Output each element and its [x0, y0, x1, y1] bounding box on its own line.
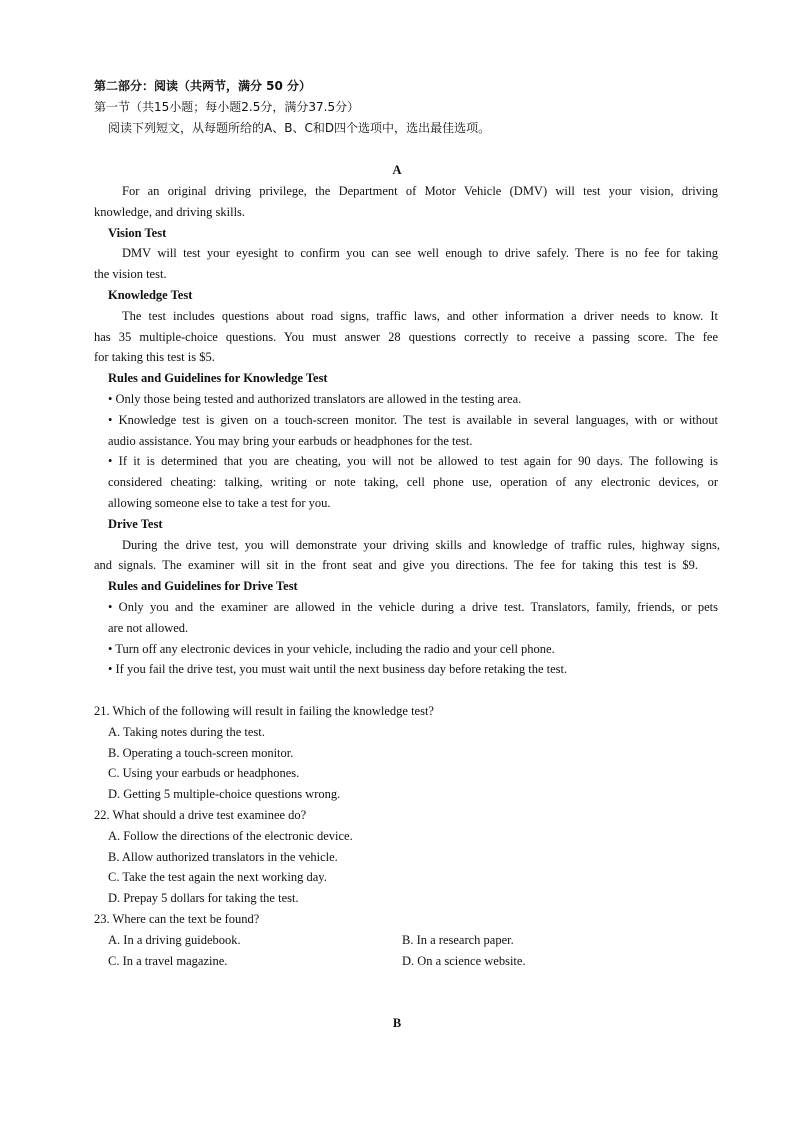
intro-line-1: For an original driving privilege, the Department of Motor Vehicle (DMV) will test your vision, driving	[122, 184, 718, 198]
passage-a-letter: A	[392, 163, 402, 177]
question-21-option-c: C. Using your earbuds or headphones.	[108, 766, 300, 780]
instruction-text: 阅读下列短文，从每题所给的A、B、C和D四个选项中，选出最佳选项。	[108, 121, 491, 135]
drive-test-heading: Drive Test	[108, 517, 163, 531]
knowledge-test-heading: Knowledge Test	[108, 288, 193, 302]
question-23-stem: 23. Where can the text be found?	[94, 912, 260, 926]
question-22-option-d: D. Prepay 5 dollars for taking the test.	[108, 891, 299, 905]
passage-b-letter: B	[392, 1016, 402, 1030]
knowledge-line-1: The test includes questions about road signs, traffic laws, and other information a driver needs to know. It	[122, 309, 718, 323]
question-22-option-b: B. Allow authorized translators in the vehicle.	[108, 850, 338, 864]
knowledge-rule-2a: • Knowledge test is given on a touch-screen monitor. The test is available in several languages, with or without	[108, 413, 718, 427]
question-21-option-a: A. Taking notes during the test.	[108, 725, 265, 739]
vision-line-1: DMV will test your eyesight to confirm you can see well enough to drive safely. There is no fee for taking	[122, 246, 718, 260]
knowledge-rules-heading: Rules and Guidelines for Knowledge Test	[108, 371, 328, 385]
part-heading: 第二部分：阅读（共两节，满分 50 分）	[94, 79, 312, 93]
vision-line-2: the vision test.	[94, 267, 167, 281]
question-23-option-a: A. In a driving guidebook.	[108, 933, 241, 947]
intro-line-2: knowledge, and driving skills.	[94, 205, 246, 219]
drive-rule-1b: are not allowed.	[108, 621, 189, 635]
question-21-option-b: B. Operating a touch-screen monitor.	[108, 746, 294, 760]
knowledge-line-3: for taking this test is $5.	[94, 350, 215, 364]
drive-rule-2: • Turn off any electronic devices in your vehicle, including the radio and your cell phone.	[108, 642, 555, 656]
vision-test-heading: Vision Test	[108, 226, 167, 240]
question-22-option-a: A. Follow the directions of the electronic device.	[108, 829, 353, 843]
question-23-option-d: D. On a science website.	[402, 954, 526, 968]
knowledge-line-2: has 35 multiple-choice questions. You must answer 28 questions correctly to receive a passing score. The fee	[94, 330, 718, 344]
drive-rules-heading: Rules and Guidelines for Drive Test	[108, 579, 298, 593]
knowledge-rule-1: • Only those being tested and authorized translators are allowed in the testing area.	[108, 392, 522, 406]
knowledge-rule-3c: allowing someone else to take a test for you.	[108, 496, 331, 510]
knowledge-rule-3a: • If it is determined that you are cheating, you will not be allowed to test again for 90 days. The following is	[108, 454, 718, 468]
knowledge-rule-3b: considered cheating: talking, writing or note taking, cell phone use, operation of any electronic devices, or	[108, 475, 718, 489]
knowledge-rule-2b: audio assistance. You may bring your earbuds or headphones for the test.	[108, 434, 473, 448]
drive-line-1: During the drive test, you will demonstrate your driving skills and knowledge of traffic rules, highway signs,	[122, 538, 720, 552]
drive-rule-3: • If you fail the drive test, you must wait until the next business day before retaking the test.	[108, 662, 568, 676]
question-23-option-c: C. In a travel magazine.	[108, 954, 228, 968]
question-21-stem: 21. Which of the following will result in failing the knowledge test?	[94, 704, 434, 718]
drive-rule-1a: • Only you and the examiner are allowed in the vehicle during a drive test. Translators, family, friends, or pets	[108, 600, 718, 614]
question-23-option-b: B. In a research paper.	[402, 933, 514, 947]
section-heading: 第一节（共15小题；每小题2.5分，满分37.5分）	[94, 100, 360, 114]
question-22-option-c: C. Take the test again the next working day.	[108, 870, 327, 884]
drive-line-2: and signals. The examiner will sit in the front seat and give you directions. The fee for taking this test is $9.	[94, 558, 698, 572]
question-22-stem: 22. What should a drive test examinee do?	[94, 808, 307, 822]
question-21-option-d: D. Getting 5 multiple-choice questions wrong.	[108, 787, 341, 801]
